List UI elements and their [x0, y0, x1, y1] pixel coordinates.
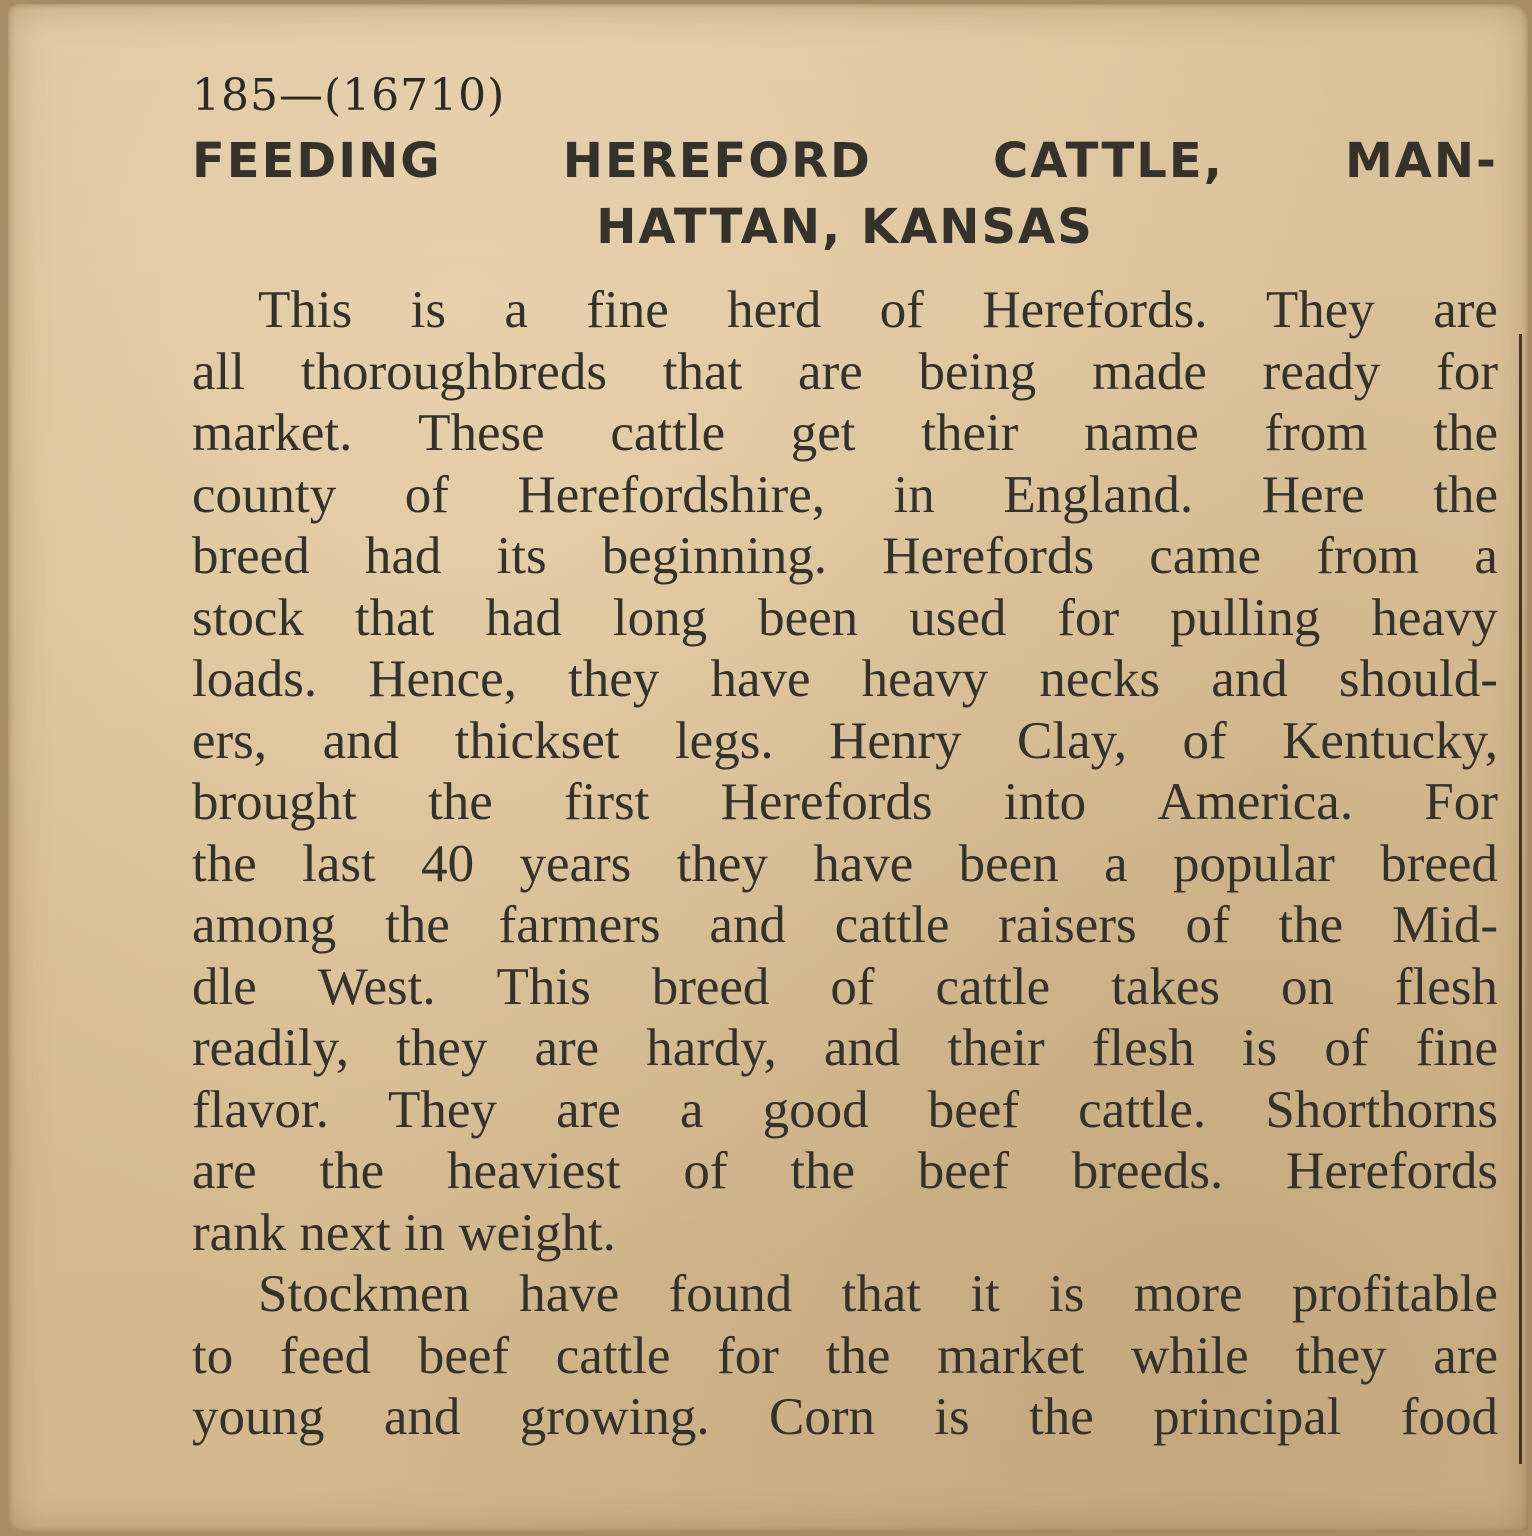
word: breed: [651, 957, 770, 1016]
word: thickset: [454, 711, 620, 770]
text-line: [192, 834, 1498, 896]
text-line: [192, 895, 1498, 957]
text-line: [192, 465, 1498, 527]
word: being: [918, 342, 1037, 401]
word: on: [1280, 957, 1334, 1016]
word: all: [192, 342, 245, 401]
word: fine: [586, 281, 669, 339]
word: and: [383, 1388, 461, 1446]
word: ers,: [192, 711, 268, 770]
word: readily,: [192, 1019, 349, 1077]
word: These: [418, 404, 545, 462]
word: cattle: [555, 1326, 671, 1385]
word: a: [1474, 527, 1498, 585]
word: Here: [1261, 465, 1365, 524]
word: necks: [1039, 650, 1161, 708]
title-word: FEEDING: [192, 133, 442, 189]
word: made: [1092, 342, 1207, 401]
word: came: [1149, 527, 1262, 585]
word: more: [1133, 1265, 1243, 1323]
word: they: [676, 834, 768, 893]
word: Hence,: [368, 650, 517, 708]
word: long: [612, 588, 708, 647]
text-line: [192, 711, 1498, 773]
word: is: [934, 1388, 970, 1446]
word: its: [496, 527, 547, 585]
word: fine: [1415, 1019, 1498, 1077]
word: the: [1278, 896, 1344, 954]
word: the: [385, 896, 450, 954]
word: should-: [1338, 650, 1498, 708]
word: their: [921, 404, 1019, 462]
word: been: [758, 588, 859, 647]
word: They: [388, 1080, 497, 1139]
word: and: [823, 1019, 901, 1077]
word: last: [302, 834, 376, 893]
word: it: [970, 1265, 1000, 1323]
word: the: [1029, 1388, 1094, 1446]
word: they: [396, 1019, 488, 1077]
word: is: [1049, 1265, 1085, 1323]
word: brought: [192, 773, 357, 831]
word: Stockmen: [258, 1265, 470, 1323]
word: is: [1241, 1019, 1278, 1077]
word: good: [762, 1080, 869, 1139]
stereoview-card-back: [8, 4, 1528, 1532]
title-word: CATTLE,: [993, 133, 1224, 189]
word: This: [496, 957, 591, 1016]
word: heavy: [1371, 588, 1498, 647]
word: while: [1130, 1326, 1249, 1385]
word: are: [534, 1019, 600, 1077]
word: have: [710, 650, 811, 708]
text-line: rank next in weight.: [192, 1203, 616, 1262]
word: Henry: [829, 711, 962, 770]
card-text: [192, 66, 1498, 1449]
word: breeds.: [1071, 1142, 1224, 1200]
word: 40: [421, 834, 475, 893]
word: have: [519, 1265, 620, 1323]
word: the: [192, 834, 257, 893]
word: are: [1433, 1326, 1498, 1385]
word: breed: [192, 527, 310, 585]
word: are: [798, 342, 863, 401]
word: and: [322, 711, 400, 770]
word: takes: [1111, 957, 1221, 1016]
word: of: [830, 957, 875, 1016]
word: for: [1057, 588, 1120, 647]
word: from: [1316, 527, 1420, 585]
word: of: [404, 465, 449, 524]
word: they: [568, 650, 660, 708]
title-line-1: [192, 128, 1498, 194]
word: into: [1003, 773, 1087, 831]
word: that: [662, 342, 743, 401]
paragraph-1: [192, 280, 1498, 1264]
word: loads.: [192, 650, 318, 708]
word: for: [1436, 342, 1498, 401]
word: raisers: [998, 896, 1137, 954]
text-line: [192, 1387, 1498, 1449]
word: have: [813, 834, 914, 893]
word: of: [1182, 711, 1227, 770]
word: had: [485, 588, 562, 647]
word: beef: [417, 1326, 510, 1385]
word: cattle: [834, 896, 950, 954]
word: used: [909, 588, 1007, 647]
text-line: [192, 588, 1498, 650]
word: Mid-: [1392, 896, 1498, 954]
word: This: [258, 281, 353, 339]
word: a: [679, 1080, 704, 1139]
word: the: [825, 1326, 891, 1385]
word: their: [947, 1019, 1045, 1077]
word: that: [354, 588, 435, 647]
word: a: [1104, 834, 1128, 893]
word: legs.: [674, 711, 774, 770]
word: market: [937, 1326, 1085, 1385]
word: Shorthorns: [1265, 1080, 1498, 1139]
word: had: [364, 527, 442, 585]
text-line: [192, 1264, 1498, 1326]
word: the: [790, 1142, 856, 1200]
word: that: [841, 1265, 922, 1323]
word: market.: [192, 404, 353, 462]
word: flesh: [1394, 957, 1498, 1016]
word: heavy: [861, 650, 989, 708]
word: Herefords: [882, 527, 1095, 585]
word: Kentucky,: [1282, 711, 1498, 770]
paragraph-2: [192, 1264, 1498, 1449]
word: feed: [279, 1326, 372, 1385]
word: from: [1264, 404, 1368, 462]
word: flavor.: [192, 1080, 329, 1139]
word: pulling: [1170, 588, 1321, 647]
word: found: [668, 1265, 793, 1323]
word: America.: [1157, 773, 1354, 831]
word: the: [428, 773, 493, 831]
word: beginning.: [601, 527, 828, 585]
title-word: MAN-: [1344, 133, 1498, 189]
text-line: [192, 280, 1498, 342]
text-line: [192, 772, 1498, 834]
word: For: [1424, 773, 1498, 831]
word: first: [564, 773, 650, 831]
title-line-2: HATTAN, KANSAS: [596, 199, 1094, 255]
text-line: [192, 403, 1498, 465]
word: among: [192, 896, 337, 954]
text-line: [192, 342, 1498, 404]
word: heaviest: [446, 1142, 621, 1200]
text-line: [192, 649, 1498, 711]
word: of: [683, 1142, 728, 1200]
word: county: [192, 465, 337, 524]
word: England.: [1003, 465, 1194, 524]
body-text: [192, 280, 1498, 1449]
word: Herefords.: [982, 281, 1208, 339]
word: Corn: [768, 1388, 875, 1446]
word: are: [192, 1142, 257, 1200]
word: profitable: [1291, 1265, 1498, 1323]
text-line: [192, 1326, 1498, 1388]
word: of: [1324, 1019, 1369, 1077]
word: beef: [917, 1142, 1009, 1200]
word: popular: [1172, 834, 1335, 893]
word: are: [556, 1080, 621, 1139]
word: Herefords: [1286, 1142, 1498, 1200]
word: get: [790, 404, 856, 462]
word: and: [709, 896, 786, 954]
word: is: [410, 281, 446, 339]
word: are: [1433, 281, 1498, 339]
word: young: [192, 1388, 325, 1446]
word: the: [1433, 404, 1498, 462]
word: flesh: [1091, 1019, 1195, 1077]
word: herd: [727, 281, 822, 339]
word: food: [1400, 1388, 1498, 1446]
word: growing.: [519, 1388, 710, 1446]
word: a: [504, 281, 528, 339]
word: and: [1211, 650, 1288, 708]
word: farmers: [498, 896, 661, 954]
word: beef: [927, 1080, 1019, 1139]
catalog-number: 185—(16710): [192, 70, 506, 121]
word: principal: [1153, 1388, 1342, 1446]
word: for: [717, 1326, 779, 1385]
text-line: [192, 1018, 1498, 1080]
text-line: [192, 957, 1498, 1019]
word: hardy,: [646, 1019, 777, 1077]
word: cattle.: [1078, 1080, 1207, 1139]
word: dle: [192, 957, 257, 1016]
word: they: [1295, 1326, 1387, 1385]
word: Herefords: [720, 773, 933, 831]
title-word: HEREFORD: [562, 133, 872, 189]
word: name: [1084, 404, 1199, 462]
word: the: [1433, 465, 1498, 524]
card-title: [192, 128, 1498, 260]
word: of: [1185, 896, 1230, 954]
word: thoroughbreds: [300, 342, 607, 401]
text-line: [192, 1141, 1498, 1203]
word: years: [519, 834, 632, 893]
word: Herefordshire,: [517, 465, 826, 524]
card-edge-shadow: [1519, 334, 1522, 1464]
word: ready: [1262, 342, 1381, 401]
word: the: [319, 1142, 385, 1200]
word: been: [958, 834, 1059, 893]
text-line: [192, 1080, 1498, 1142]
word: cattle: [935, 957, 1051, 1016]
word: cattle: [610, 404, 726, 462]
text-line: [192, 526, 1498, 588]
word: of: [879, 281, 924, 339]
word: to: [192, 1326, 234, 1385]
word: Clay,: [1017, 711, 1127, 770]
word: stock: [192, 588, 304, 647]
word: West.: [317, 957, 436, 1016]
word: breed: [1380, 834, 1498, 893]
word: They: [1265, 281, 1375, 339]
word: in: [893, 465, 935, 524]
